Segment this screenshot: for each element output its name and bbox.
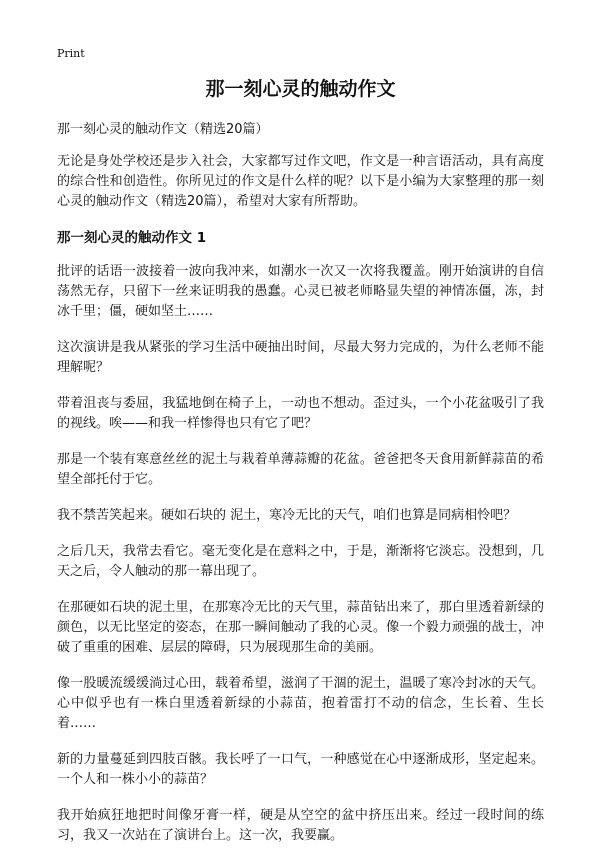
- paragraph: 像一股暖流缓缓淌过心田，载着希望，滋润了干涸的泥土，温暖了寒冷封冰的天气。心中似乎也有一株白里透着新绿的小蒜苗，抱着雷打不动的信念，生长着、生长着……: [57, 676, 544, 731]
- paragraph: 这次演讲是我从紧张的学习生活中硬抽出时间，尽最大努力完成的，为什么老师不能理解呢？: [57, 340, 544, 375]
- paragraph: 在那硬如石块的泥土里，在那寒冷无比的天气里，蒜苗钻出来了，那白里透着新绿的颜色，以无比坚定的姿态，在那一瞬间触动了我的心灵。像一个毅力顽强的战士，冲破了重重的困难、层层的障碍，只为展现那生命的美丽。: [57, 600, 544, 655]
- paragraph: 我不禁苦笑起来。硬如石块的 泥土，寒冷无比的天气，咱们也算是同病相怜吧？: [57, 508, 517, 523]
- intro-paragraph: 无论是身处学校还是步入社会，大家都写过作文吧，作文是一种言语活动，具有高度的综合性和创造性。你所见过的作文是什么样的呢？以下是小编为大家整理的那一刻心灵的触动作文（精选20篇），希望对大家有所帮助。: [57, 154, 544, 209]
- print-link[interactable]: Print: [57, 47, 85, 60]
- section-heading: 那一刻心灵的触动作文 1: [57, 230, 207, 246]
- paragraph: 新的力量蔓延到四肢百骸。我长呼了一口气，一种感觉在心中逐渐成形，坚定起来。一个人和一株小小的蒜苗？: [57, 752, 544, 787]
- paragraph: 批评的话语一波接着一波向我冲来，如潮水一次又一次将我覆盖。刚开始演讲的自信荡然无存，只留下一丝来证明我的愚蠢。心灵已被老师略显失望的神情冻僵，冻，封冰千里；僵，硬如坚土……: [57, 264, 544, 319]
- article-body: [57, 120, 544, 862]
- paragraph: 我开始疯狂地把时间像牙膏一样，硬是从空空的盆中挤压出来。经过一段时间的练习，我又一次站在了演讲台上。这一次，我要赢。: [57, 808, 544, 843]
- article-subtitle: 那一刻心灵的触动作文（精选20篇）: [57, 122, 269, 137]
- paragraph: 之后几天，我常去看它。毫无变化是在意料之中，于是，渐渐将它淡忘。没想到，几天之后，令人触动的那一幕出现了。: [57, 544, 544, 579]
- page-title: 那一刻心灵的触动作文: [205, 78, 396, 100]
- paragraph: 带着沮丧与委屈，我猛地倒在椅子上，一动也不想动。歪过头，一个小花盆吸引了我的视线。唉——和我一样惨得也只有它了吧？: [57, 396, 544, 431]
- paragraph: 那是一个装有寒意丝丝的泥土与栽着单薄蒜瓣的花盆。爸爸把冬天食用新鲜蒜苗的希望全部托付于它。: [57, 452, 544, 487]
